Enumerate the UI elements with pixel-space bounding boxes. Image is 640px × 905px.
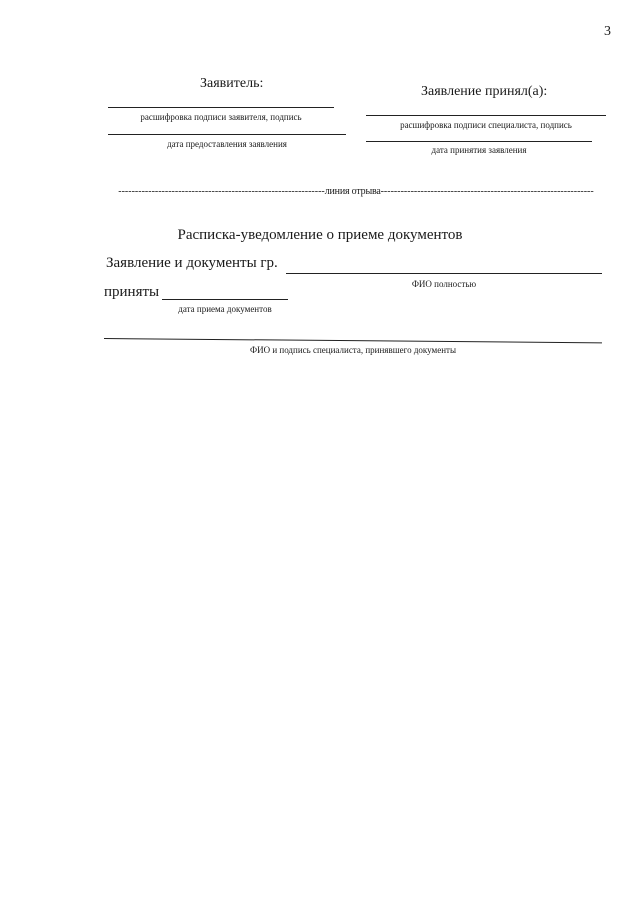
specialist-line: [104, 338, 602, 343]
tear-line-label: линия отрыва: [324, 186, 381, 197]
accepted-label: приняты: [104, 284, 160, 300]
applicant-date-caption: дата предоставления заявления: [167, 139, 287, 149]
receiver-date-caption: дата принятия заявления: [431, 145, 527, 155]
accepted-date-caption: дата приема документов: [178, 304, 272, 314]
receiver-date-line: [366, 141, 592, 142]
receipt-title: Расписка-уведомление о приеме документов: [177, 227, 463, 243]
applicant-signature-line: [108, 107, 334, 108]
receiver-signature-line: [366, 115, 606, 116]
applicant-signature-caption: расшифровка подписи заявителя, подпись: [140, 112, 302, 122]
specialist-caption: ФИО и подпись специалиста, принявшего документы: [249, 345, 457, 355]
receiver-signature-caption: расшифровка подписи специалиста, подпись: [400, 120, 572, 130]
applicant-heading: Заявитель:: [200, 76, 264, 91]
fio-caption: ФИО полностью: [411, 279, 477, 289]
fio-line: [286, 273, 602, 274]
page-number: 3: [604, 24, 611, 39]
tear-dashes-right: ----------------------------------------------------------------: [380, 186, 594, 197]
receiver-heading: Заявление принял(а):: [421, 84, 548, 99]
applicant-date-line: [108, 134, 346, 135]
documents-label: Заявление и документы гр.: [106, 255, 278, 271]
tear-dashes-left: --------------------------------------------------------------: [118, 186, 325, 197]
tear-line: [104, 186, 608, 197]
accepted-date-line: [162, 299, 288, 300]
